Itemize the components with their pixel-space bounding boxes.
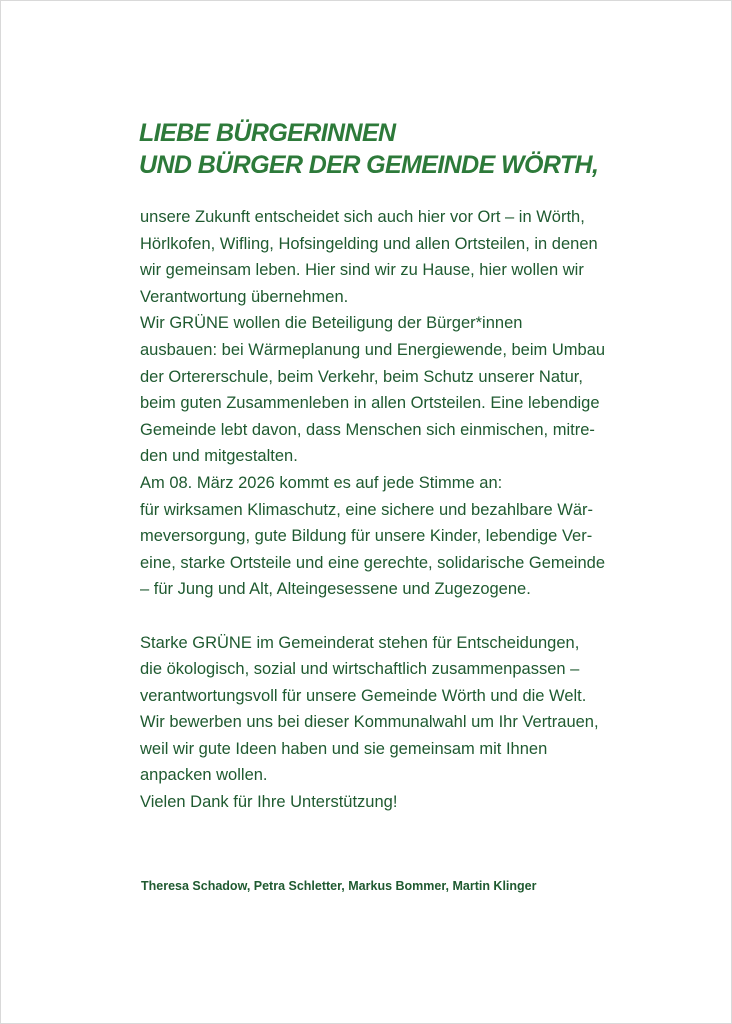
body-line: unsere Zukunft entscheidet sich auch hier vor Ort – in Wörth, — [140, 208, 585, 226]
body-line: Vielen Dank für Ihre Unterstützung! — [140, 793, 398, 812]
body-line: Hörlkofen, Wifling, Hofsingelding und allen Ortsteilen, in denen — [140, 234, 598, 253]
body-line: Am 08. März 2026 kommt es auf jede Stimme an: — [140, 473, 503, 492]
body-line: verantwortungsvoll für unsere Gemeinde Wörth und die Welt. — [140, 686, 587, 705]
paragraph-gap — [140, 603, 660, 630]
body-line: Verantwortung übernehmen. — [140, 287, 349, 306]
body-line: anpacken wollen. — [140, 766, 268, 785]
body-line: beim guten Zusammenleben in allen Ortsteilen. Eine lebendige — [140, 394, 600, 413]
body-line: für wirksamen Klimaschutz, eine sichere und bezahlbare Wär- — [140, 500, 594, 519]
body-line: Gemeinde lebt davon, dass Menschen sich einmischen, mitre- — [140, 420, 595, 439]
body-line: weil wir gute Ideen haben und sie gemeinsam mit Ihnen — [140, 739, 548, 758]
body-line: den und mitgestalten. — [140, 447, 298, 466]
letter-heading — [139, 117, 598, 181]
body-line: meversorgung, gute Bildung für unsere Kinder, lebendige Ver- — [140, 527, 593, 546]
body-line: der Ortererschule, beim Verkehr, beim Schutz unserer Natur, — [140, 367, 583, 386]
heading-line-1: LIEBE BÜRGERINNEN — [139, 119, 396, 147]
body-line: Wir GRÜNE wollen die Beteiligung der Bürger*innen — [140, 314, 523, 333]
body-line: – für Jung und Alt, Alteingesessene und Zugezogene. — [140, 580, 531, 599]
body-line: die ökologisch, sozial und wirtschaftlich zusammenpassen – — [140, 660, 580, 679]
body-line: Wir bewerben uns bei dieser Kommunalwahl um Ihr Vertrauen, — [140, 713, 599, 732]
body-line: wir gemeinsam leben. Hier sind wir zu Hause, hier wollen wir — [140, 261, 584, 280]
body-line: ausbauen: bei Wärmeplanung und Energiewende, beim Umbau — [140, 340, 606, 359]
letter-body — [140, 204, 660, 816]
body-line: eine, starke Ortsteile und eine gerechte, solidarische Gemeinde — [140, 553, 606, 572]
signatories: Theresa Schadow, Petra Schletter, Markus Bommer, Martin Klinger — [141, 879, 537, 893]
heading-line-2: UND BÜRGER DER GEMEINDE WÖRTH, — [139, 151, 599, 179]
body-line: Starke GRÜNE im Gemeinderat stehen für Entscheidungen, — [140, 633, 580, 652]
